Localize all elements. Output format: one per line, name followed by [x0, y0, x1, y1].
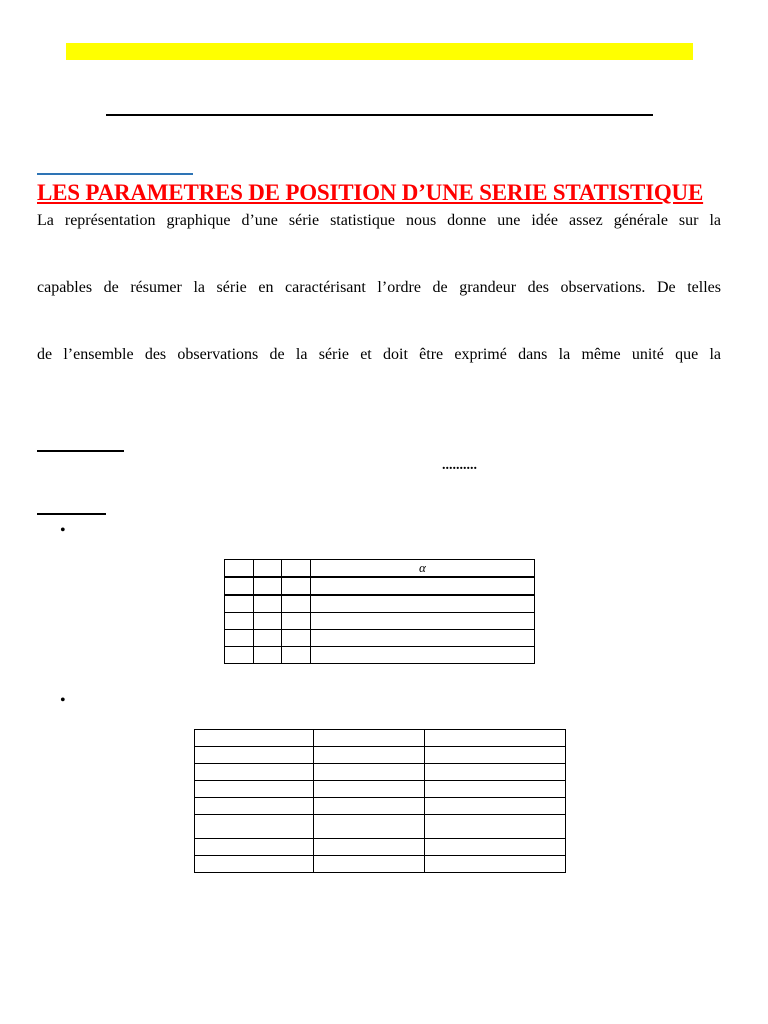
table-cell [425, 815, 566, 839]
table-cell [313, 764, 424, 781]
table-cell [225, 630, 254, 647]
ellipsis-dots: .......... [442, 458, 477, 473]
table-row [195, 798, 566, 815]
table-row [195, 815, 566, 839]
horizontal-rule [106, 114, 653, 116]
table-cell [313, 856, 424, 873]
table-cell [195, 839, 314, 856]
yellow-highlight-bar [66, 43, 693, 60]
subheading-underline-1 [37, 450, 124, 452]
table-cell [253, 595, 282, 613]
table-cell [313, 747, 424, 764]
table-row [195, 856, 566, 873]
table-row [195, 764, 566, 781]
table-cell [253, 647, 282, 664]
section-title: LES PARAMETRES DE POSITION D’UNE SERIE STATISTIQUE [37, 180, 704, 205]
table-1 [224, 559, 535, 664]
alpha-header-cell: α [310, 560, 534, 578]
table-2 [194, 729, 566, 873]
table-cell [425, 856, 566, 873]
table-cell [195, 730, 314, 747]
table-row [195, 839, 566, 856]
table-row [225, 577, 535, 595]
table-cell [310, 647, 534, 664]
paragraph-line-3: de l’ensemble des observations de la série et doit être exprimé dans la même unité que la [37, 346, 721, 363]
table-row [225, 613, 535, 630]
paragraph-line-1: La représentation graphique d’une série statistique nous donne une idée assez générale sur la [37, 212, 721, 229]
bullet-point-1: • [60, 522, 66, 539]
table-row [225, 595, 535, 613]
paragraph-line-2: capables de résumer la série en caractérisant l’ordre de grandeur des observations. De telles [37, 279, 721, 296]
table-row [195, 747, 566, 764]
table-cell [282, 595, 311, 613]
table-row [195, 730, 566, 747]
table-row [195, 781, 566, 798]
table-cell [313, 815, 424, 839]
table-cell [253, 613, 282, 630]
table-cell [253, 560, 282, 578]
table-cell [195, 798, 314, 815]
bullet-point-2: • [60, 692, 66, 709]
table-cell [313, 781, 424, 798]
table-cell [425, 747, 566, 764]
table-cell [225, 647, 254, 664]
table-cell [425, 764, 566, 781]
table-cell [310, 595, 534, 613]
table-cell [310, 577, 534, 595]
table-cell [310, 613, 534, 630]
table-cell [425, 798, 566, 815]
table-cell [195, 781, 314, 798]
table-cell [253, 630, 282, 647]
table-cell [195, 815, 314, 839]
table-cell [195, 747, 314, 764]
table-cell [310, 630, 534, 647]
table-cell [225, 613, 254, 630]
table-cell [282, 630, 311, 647]
table-cell [425, 730, 566, 747]
table-cell [225, 560, 254, 578]
table-cell [225, 595, 254, 613]
table-cell [282, 613, 311, 630]
table-cell [282, 647, 311, 664]
table-cell [313, 839, 424, 856]
table-row [225, 647, 535, 664]
accent-underline [37, 173, 193, 175]
table-cell [195, 764, 314, 781]
table-row [225, 630, 535, 647]
table-header-row [225, 560, 535, 578]
table-cell [282, 577, 311, 595]
table-cell [282, 560, 311, 578]
table-cell [225, 577, 254, 595]
table-cell [313, 798, 424, 815]
table-cell [313, 730, 424, 747]
table-cell [195, 856, 314, 873]
subheading-underline-2 [37, 513, 106, 515]
table-cell [425, 781, 566, 798]
table-cell [425, 839, 566, 856]
table-cell [253, 577, 282, 595]
